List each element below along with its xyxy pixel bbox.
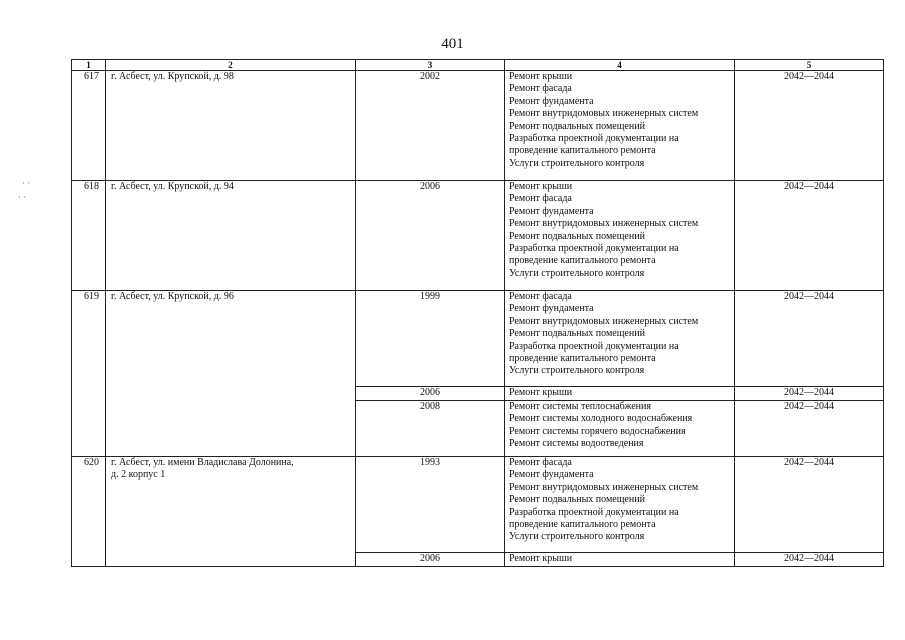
work-item: Ремонт внутридомовых инженерных систем xyxy=(509,218,699,230)
period-cell: 2042—2044 xyxy=(735,457,884,553)
work-item: Услуги строительного контроля xyxy=(509,531,645,543)
year-cell: 2006 xyxy=(356,181,505,291)
period-cell: 2042—2044 xyxy=(735,553,884,567)
work-item: Ремонт фундамента xyxy=(509,95,594,107)
address-line: г. Асбест, ул. Крупской, д. 94 xyxy=(111,181,234,192)
works-cell xyxy=(505,181,735,291)
address-line: г. Асбест, ул. Крупской, д. 96 xyxy=(111,291,234,302)
scan-edge-mark: · · xyxy=(22,178,31,188)
works-cell xyxy=(505,71,735,181)
work-item: проведение капитального ремонта xyxy=(509,145,656,157)
work-item: Разработка проектной документации на xyxy=(509,506,679,518)
address-cell xyxy=(106,291,356,457)
table-row xyxy=(72,291,884,387)
work-item: Ремонт подвальных помещений xyxy=(509,120,645,132)
period-cell: 2042—2044 xyxy=(735,71,884,181)
work-item: Ремонт системы теплоснабжения xyxy=(509,401,651,412)
work-item: Ремонт крыши xyxy=(509,387,573,398)
row-number: 620 xyxy=(72,457,106,567)
work-item: Ремонт фасада xyxy=(509,83,572,95)
capital-repair-table xyxy=(71,59,884,567)
work-item: Услуги строительного контроля xyxy=(509,365,645,377)
address-cell xyxy=(106,181,356,291)
year-cell: 2008 xyxy=(356,401,505,457)
row-number: 617 xyxy=(72,71,106,181)
scan-edge-mark: · · xyxy=(18,192,27,202)
work-item: Ремонт внутридомовых инженерных систем xyxy=(509,481,699,493)
work-item: Ремонт внутридомовых инженерных систем xyxy=(509,108,699,120)
works-cell xyxy=(505,401,735,457)
work-item: Ремонт подвальных помещений xyxy=(509,494,645,506)
work-item: Ремонт крыши xyxy=(509,181,573,192)
header-row xyxy=(72,60,884,71)
row-number: 619 xyxy=(72,291,106,457)
work-item: Ремонт внутридомовых инженерных систем xyxy=(509,315,699,327)
work-item: Ремонт крыши xyxy=(509,71,573,82)
table-row xyxy=(72,457,884,553)
work-item: Разработка проектной документации на xyxy=(509,133,679,145)
works-cell xyxy=(505,387,735,401)
work-item: Ремонт фундамента xyxy=(509,205,594,217)
address-cell xyxy=(106,71,356,181)
work-item: Ремонт системы горячего водоснабжения xyxy=(509,425,686,437)
work-item: проведение капитального ремонта xyxy=(509,519,656,531)
address-line: г. Асбест, ул. имени Владислава Долонина, xyxy=(111,457,294,468)
period-cell: 2042—2044 xyxy=(735,291,884,387)
column-header-3: 3 xyxy=(356,60,505,71)
year-cell: 1999 xyxy=(356,291,505,387)
column-header-2: 2 xyxy=(106,60,356,71)
address-line: г. Асбест, ул. Крупской, д. 98 xyxy=(111,71,234,82)
work-item: Разработка проектной документации на xyxy=(509,340,679,352)
work-item: Ремонт фундамента xyxy=(509,469,594,481)
work-item: Ремонт фасада xyxy=(509,193,572,205)
work-item: Ремонт фасада xyxy=(509,291,572,302)
table-row xyxy=(72,181,884,291)
work-item: Ремонт подвальных помещений xyxy=(509,230,645,242)
work-item: проведение капитального ремонта xyxy=(509,255,656,267)
period-cell: 2042—2044 xyxy=(735,181,884,291)
work-item: Разработка проектной документации на xyxy=(509,243,679,255)
year-cell: 1993 xyxy=(356,457,505,553)
column-header-4: 4 xyxy=(505,60,735,71)
year-cell: 2006 xyxy=(356,553,505,567)
year-cell: 2006 xyxy=(356,387,505,401)
work-item: Ремонт крыши xyxy=(509,553,573,564)
column-header-5: 5 xyxy=(735,60,884,71)
work-item: Услуги строительного контроля xyxy=(509,267,645,279)
period-cell: 2042—2044 xyxy=(735,401,884,457)
year-cell: 2002 xyxy=(356,71,505,181)
period-cell: 2042—2044 xyxy=(735,387,884,401)
address-line: д. 2 корпус 1 xyxy=(111,469,166,481)
address-cell xyxy=(106,457,356,567)
works-cell xyxy=(505,457,735,553)
row-number: 618 xyxy=(72,181,106,291)
work-item: Услуги строительного контроля xyxy=(509,157,645,169)
works-cell xyxy=(505,553,735,567)
work-item: Ремонт фасада xyxy=(509,457,572,468)
work-item: Ремонт фундамента xyxy=(509,303,594,315)
work-item: Ремонт системы холодного водоснабжения xyxy=(509,413,693,425)
page-number: 401 xyxy=(441,36,464,52)
works-cell xyxy=(505,291,735,387)
work-item: Ремонт системы водоотведения xyxy=(509,438,644,450)
work-item: проведение капитального ремонта xyxy=(509,353,656,365)
column-header-1: 1 xyxy=(72,60,106,71)
work-item: Ремонт подвальных помещений xyxy=(509,328,645,340)
table-row xyxy=(72,71,884,181)
